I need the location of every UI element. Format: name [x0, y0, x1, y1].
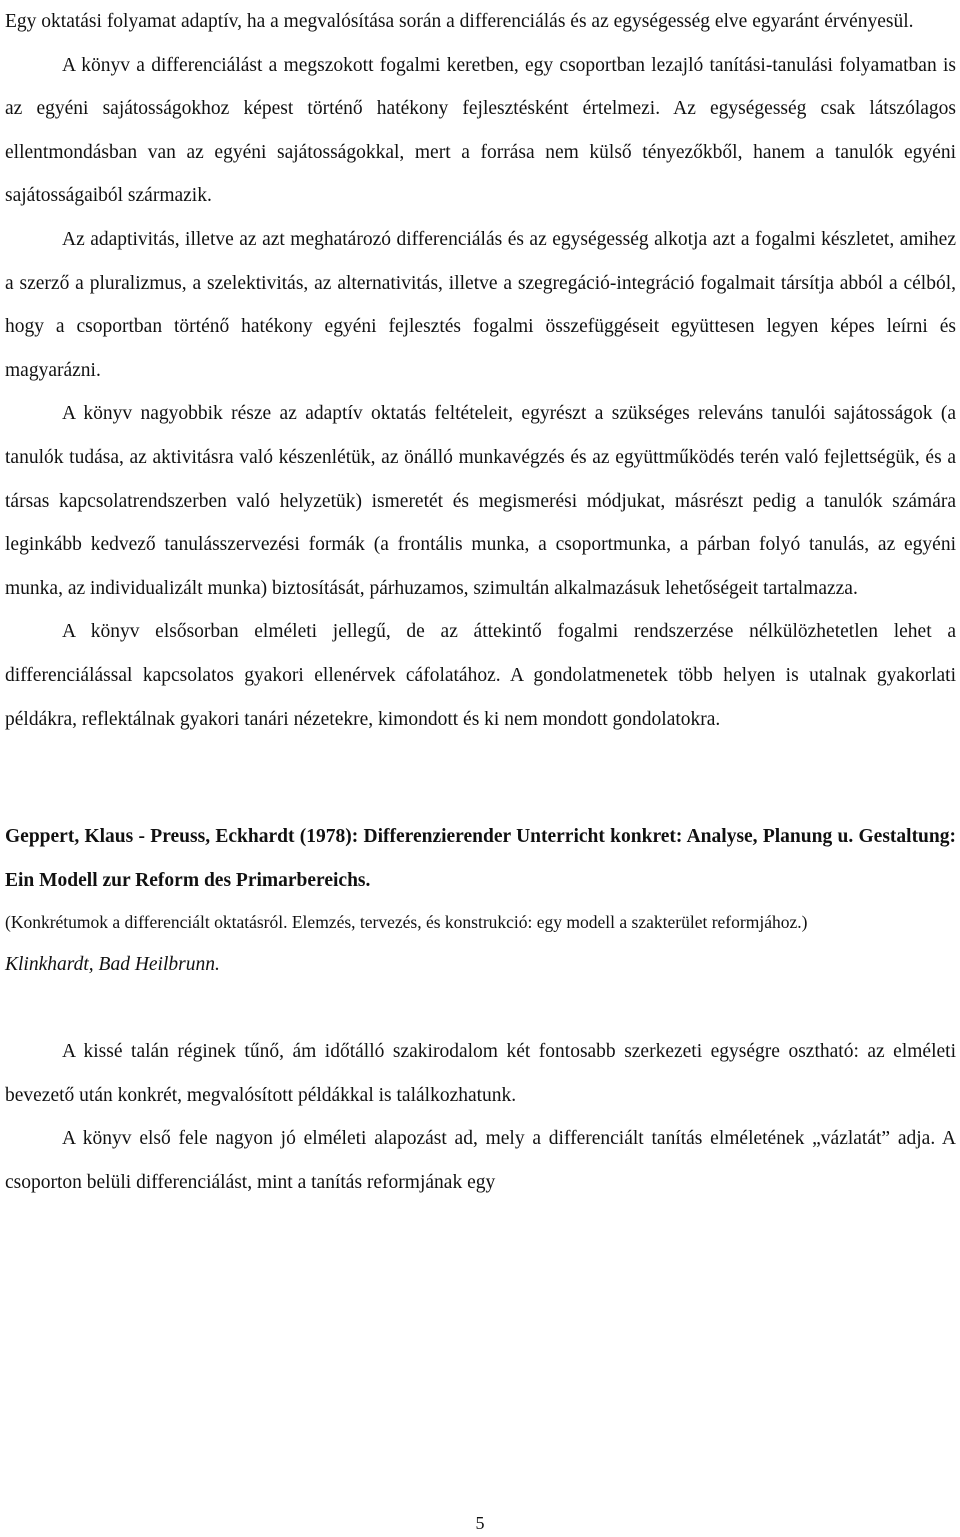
reference-title: Geppert, Klaus - Preuss, Eckhardt (1978): Differenzierender Unterricht konkret: Analyse, Planung u. Gestaltung: Ein Modell zur Reform des Primarbereichs. [5, 826, 956, 891]
page-number: 5 [475, 1513, 485, 1533]
paragraph-first-half: A könyv első fele nagyon jó elméleti alapozást ad, mely a differenciált tanítás elméletének „vázlatát” adja. A csoporton belüli differenciálást, mint a tanítás reformjának egy [5, 1128, 956, 1194]
paragraph-structure: A kissé talán réginek tűnő, ám időtálló szakirodalom két fontosabb szerkezeti egységre osztható: az elméleti bevezető után konkrét, megvalósított példákkal is találkozhatunk. [5, 1041, 956, 1106]
paragraph-adaptivity-concepts: Az adaptivitás, illetve az azt meghatározó differenciálás és az egységesség alkotja azt a fogalmi készletet, amihez a szerző a pluralizmus, a szelektivitás, az alternativitás, illetve a szegregáció-integráció fogalmait társítja abból a célból, hogy a csoportban történő hatékony egyéni fejlesztés fogalmi összefüggéseit együttesen legyen képes leírni és magyarázni. [5, 228, 956, 381]
paragraph-differentiation-interpretation: A könyv a differenciálást a megszokott fogalmi keretben, egy csoportban lezajló tanítási-tanulási folyamatban is az egyéni sajátosságokhoz képest történő hatékony fejlesztésként értelmezi. Az egységesség csak látszólagos ellentmondásban van az egyéni sajátosságokkal, mert a forrása nem külső tényezőkből, hanem a tanulók egyéni sajátosságaiból származik. [5, 54, 956, 207]
paragraph-book-conditions: A könyv nagyobbik része az adaptív oktatás feltételeit, egyrészt a szükséges releváns tanulói sajátosságok (a tanulók tudása, az aktivitásra való készenlétük, az önálló munkavégzés és az együttműködés terén való fejlettségük, és a társas kapcsolatrendszerben való helyzetük) ismeretét és megismerési módjukat, másrészt pedig a tanulók számára leginkább kedvező tanulásszervezési formák (a frontális munka, a csoportmunka, a párban folyó tanulás, az egyéni munka, az individualizált munka) biztosítását, párhuzamos, szimultán alkalmazásuk lehetőségeit tartalmazza. [5, 403, 956, 599]
reference-translation: (Konkrétumok a differenciált oktatásról. Elemzés, tervezés, és konstrukció: egy modell a szakterület reformjához.) [5, 912, 808, 933]
bibliographic-reference [5, 815, 956, 986]
paragraph-theoretical-character: A könyv elsősorban elméleti jellegű, de az áttekintő fogalmi rendszerzése nélkülözhetetlen lehet a differenciálással kapcsolatos gyakori ellenérvek cáfolatához. A gondolatmenetek több helyen is utalnak gyakorlati példákra, reflektálnak gyakori tanári nézetekre, kimondott és ki nem mondott gondolatokra. [5, 621, 956, 730]
paragraph-adaptive-definition: Egy oktatási folyamat adaptív, ha a megvalósítása során a differenciálás és az egységesség elve egyaránt érvényesül. [5, 11, 914, 32]
section-spacer [5, 741, 956, 815]
reference-publisher: Klinkhardt, Bad Heilbrunn. [5, 954, 220, 976]
section-spacer [5, 986, 956, 1030]
document-page [5, 0, 956, 1205]
